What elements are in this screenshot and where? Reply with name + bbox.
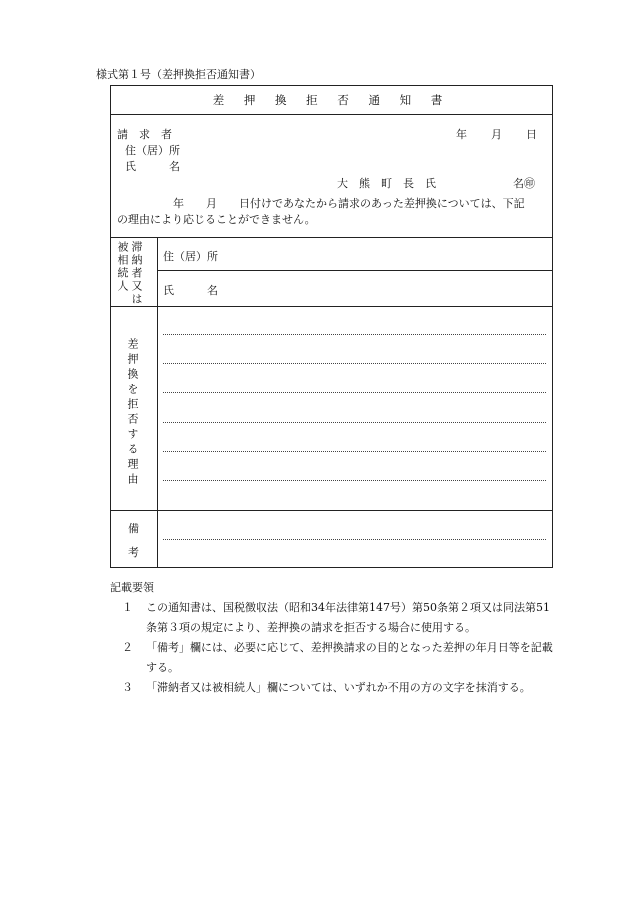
requester-name-label: 氏 名 xyxy=(125,160,180,173)
note-item xyxy=(110,638,560,678)
notes-section xyxy=(110,578,560,698)
note-number: ２ xyxy=(122,641,133,654)
reason-line-1 xyxy=(163,334,546,335)
seal: 名㊞ xyxy=(513,177,535,190)
reason-label: 差押換を拒否する理由 xyxy=(126,338,139,488)
body-line-1: 年 月 日付けであなたから請求のあった差押換については、下記 xyxy=(173,197,525,210)
note-text: 「滞納者又は被相続人」欄については、いずれか不用の方の文字を抹消する。 xyxy=(146,681,531,694)
note-text: 「備考」欄には、必要に応じて、差押換請求の目的となった差押の年月日等を記載する。 xyxy=(146,641,553,674)
subject-address-label: 住（居）所 xyxy=(163,250,218,263)
reason-line-6 xyxy=(163,480,546,481)
reason-line-3 xyxy=(163,392,546,393)
notice-form xyxy=(110,85,553,568)
reason-left-column xyxy=(111,306,158,510)
form-label: 様式第１号（差押換拒否通知書） xyxy=(96,68,261,81)
requester-label: 請 求 者 xyxy=(117,128,172,141)
remarks-line xyxy=(163,539,546,540)
remarks-block xyxy=(111,510,552,568)
subject-label-col-2: 被相続人 xyxy=(116,241,129,293)
reason-line-4 xyxy=(163,422,546,423)
date-month: 月 xyxy=(491,128,502,141)
reason-line-2 xyxy=(163,363,546,364)
reason-line-5 xyxy=(163,451,546,452)
notes-heading: 記載要領 xyxy=(110,581,154,594)
subject-block xyxy=(111,237,552,307)
note-text: この通知書は、国税徴収法（昭和34年法律第147号）第50条第２項又は同法第51条第３項の規定により、差押換の請求を拒否する場合に使用する。 xyxy=(146,601,550,634)
subject-label-col-1: 滞納者又は xyxy=(130,241,143,306)
note-number: ３ xyxy=(122,681,133,694)
subject-name-label: 氏 名 xyxy=(163,284,218,297)
subject-divider xyxy=(157,270,552,271)
remarks-label-2: 考 xyxy=(128,546,139,559)
note-item xyxy=(110,598,560,638)
issuer: 大 熊 町 長 氏 xyxy=(337,177,436,190)
reason-block xyxy=(111,306,552,511)
subject-left-column xyxy=(111,237,158,306)
header-block xyxy=(111,114,552,238)
remarks-label-1: 備 xyxy=(128,522,139,535)
date-day: 日 xyxy=(526,128,537,141)
note-number: １ xyxy=(122,601,133,614)
remarks-left-column xyxy=(111,510,158,568)
body-line-2: の理由により応じることができません。 xyxy=(117,213,316,226)
note-item xyxy=(110,678,560,698)
requester-address-label: 住（居）所 xyxy=(125,144,180,157)
notice-title: 差 押 換 拒 否 通 知 書 xyxy=(111,86,552,115)
date-year: 年 xyxy=(456,128,467,141)
